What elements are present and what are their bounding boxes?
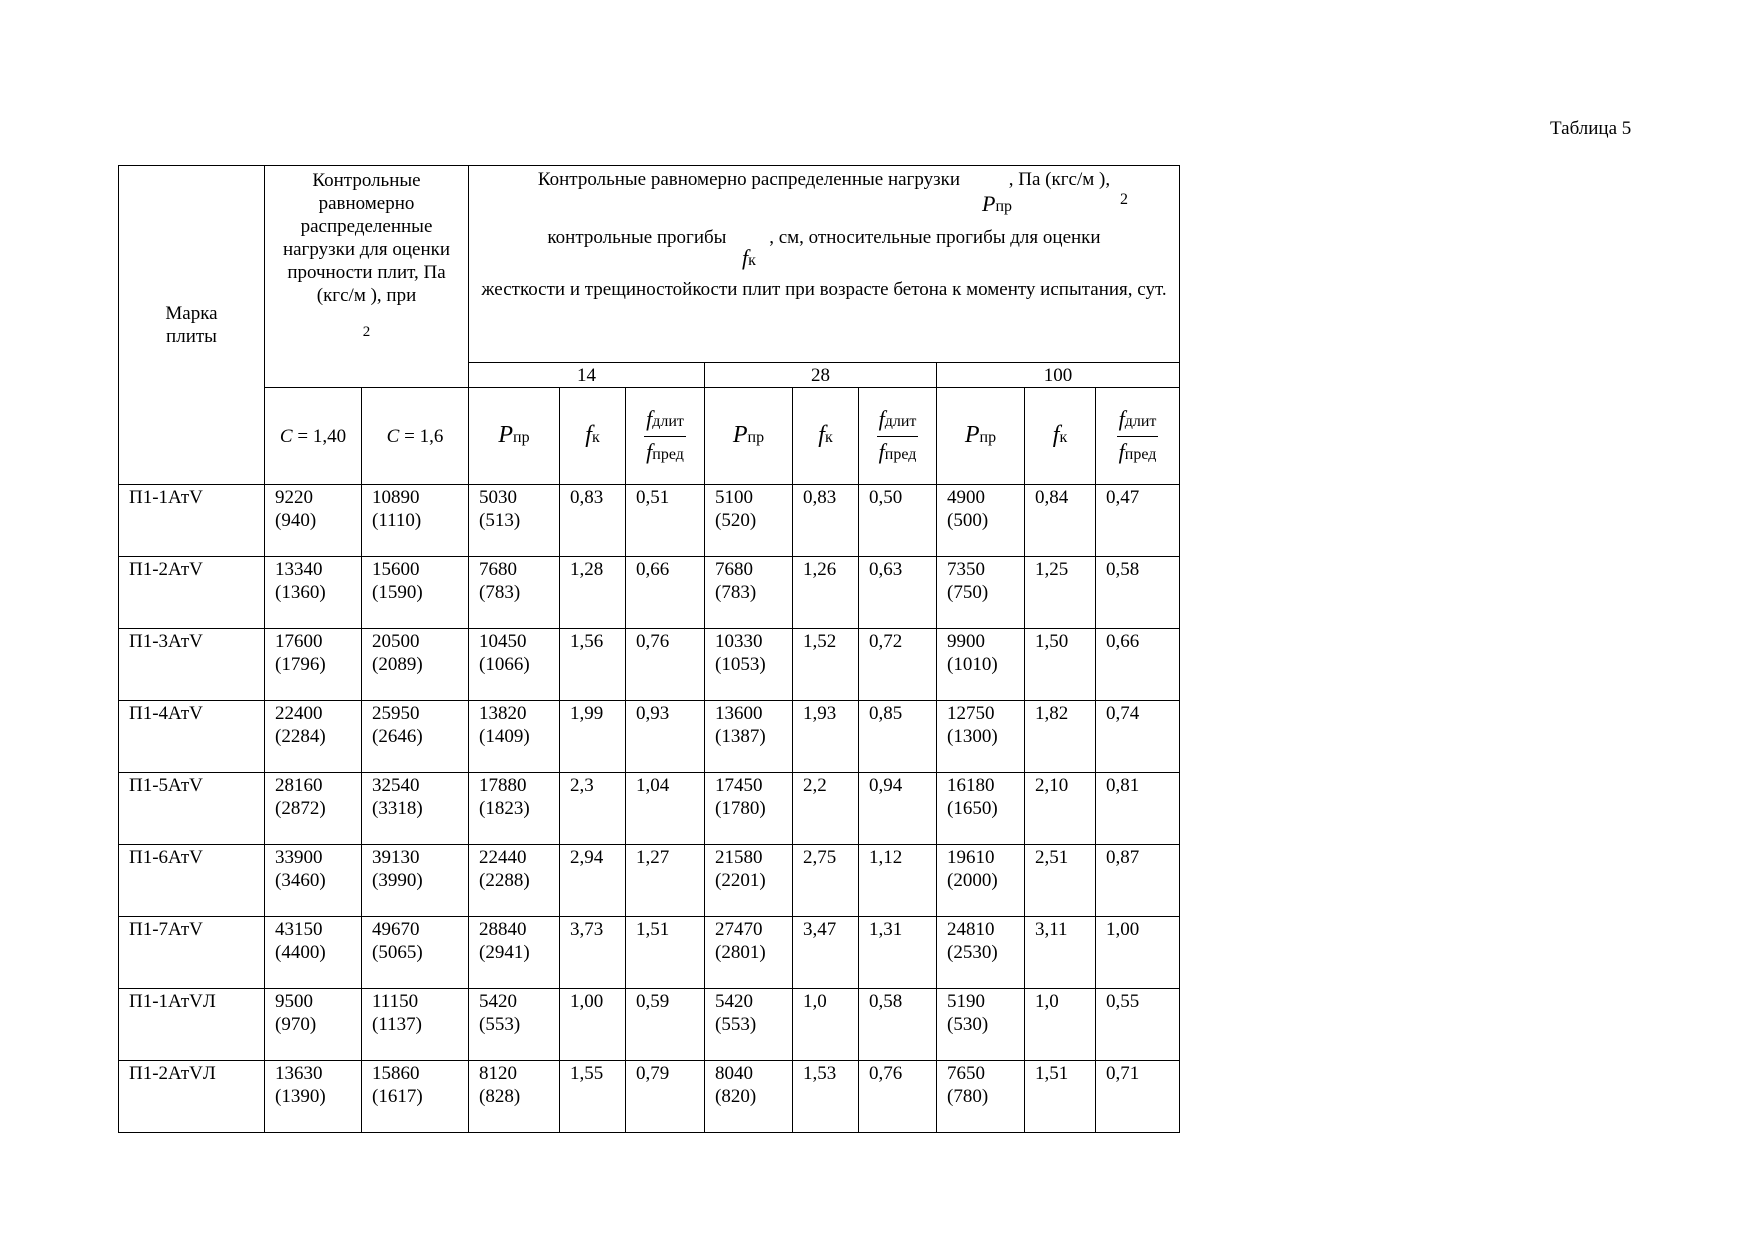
cell-p-14 (469, 1061, 560, 1133)
cell-ratio-14: 1,27 (626, 845, 705, 917)
fdl-sub: длит (1124, 412, 1157, 430)
value-kgf: (1137) (372, 1014, 422, 1035)
cell-p-28 (705, 485, 793, 557)
value-kgf: (1390) (275, 1086, 326, 1107)
value-kgf: (780) (947, 1086, 989, 1107)
cell-c16 (362, 917, 469, 989)
value-pa: 22400 (275, 703, 323, 724)
value-pa: 10890 (372, 487, 420, 508)
p-sub: пр (979, 428, 997, 446)
value-pa: 5030 (479, 487, 517, 508)
header-ratio-28 (859, 388, 937, 485)
value-kgf: (970) (275, 1014, 317, 1035)
value-pa: 33900 (275, 847, 323, 868)
header-age-100: 100 (937, 363, 1180, 388)
value-kgf: (520) (715, 510, 757, 531)
value-kgf: (2089) (372, 654, 423, 675)
ratio-fraction (644, 407, 686, 466)
header-age-28: 28 (705, 363, 937, 388)
value-pa: 7680 (715, 559, 753, 580)
cell-fk-14: 2,3 (560, 773, 626, 845)
value-pa: 7680 (479, 559, 517, 580)
cell-p-28 (705, 989, 793, 1061)
cell-ratio-100: 0,55 (1096, 989, 1180, 1061)
value-pa: 8120 (479, 1063, 517, 1084)
cell-c16 (362, 629, 469, 701)
header-loads-line3: жесткости и трещиностойкости плит при возрасте бетона к моменту испытания, сут. (481, 279, 1167, 300)
p-letter: P (732, 421, 748, 448)
fdl-letter: f (646, 405, 653, 431)
cell-ratio-14: 0,76 (626, 629, 705, 701)
table-row (119, 701, 1180, 773)
header-f-sub: к (748, 252, 756, 269)
fk-letter: f (1052, 421, 1060, 448)
p-sub: пр (747, 428, 765, 446)
cell-fk-14: 1,00 (560, 989, 626, 1061)
value-pa: 39130 (372, 847, 420, 868)
fpred-letter: f (1118, 438, 1125, 464)
value-kgf: (2801) (715, 942, 766, 963)
value-pa: 43150 (275, 919, 323, 940)
value-kgf: (4400) (275, 942, 326, 963)
value-kgf: (3318) (372, 798, 423, 819)
value-kgf: (3990) (372, 870, 423, 891)
value-kgf: (530) (947, 1014, 989, 1035)
value-pa: 32540 (372, 775, 420, 796)
cell-c16 (362, 989, 469, 1061)
value-pa: 4900 (947, 487, 985, 508)
fpred-letter: f (646, 438, 653, 464)
value-pa: 7650 (947, 1063, 985, 1084)
cell-p-100 (937, 845, 1025, 917)
cell-p-28 (705, 557, 793, 629)
cell-ratio-100: 0,71 (1096, 1061, 1180, 1133)
value-pa: 21580 (715, 847, 763, 868)
fpred-sub: пред (884, 445, 917, 463)
header-strength-sup: 2 (362, 324, 371, 340)
header-p-symbol (982, 192, 1012, 218)
fdl-sub: длит (652, 412, 684, 430)
table-caption: Таблица 5 (1550, 118, 1632, 139)
cell-mark: П1-7АтV (119, 917, 265, 989)
value-pa: 13820 (479, 703, 527, 724)
cell-fk-14: 3,73 (560, 917, 626, 989)
header-ratio-100 (1096, 388, 1180, 485)
header-strength (265, 166, 469, 388)
value-kgf: (1053) (715, 654, 766, 675)
cell-fk-100: 1,0 (1025, 989, 1096, 1061)
value-pa: 22440 (479, 847, 527, 868)
header-p-28 (705, 388, 793, 485)
value-kgf: (553) (715, 1014, 757, 1035)
cell-ratio-14: 0,59 (626, 989, 705, 1061)
cell-ratio-100: 0,58 (1096, 557, 1180, 629)
value-kgf: (783) (715, 582, 757, 603)
value-kgf: (2284) (275, 726, 326, 747)
value-pa: 10330 (715, 631, 763, 652)
cell-ratio-14: 1,51 (626, 917, 705, 989)
table-body (119, 485, 1180, 1133)
cell-c140 (265, 1061, 362, 1133)
cell-fk-28: 2,2 (793, 773, 859, 845)
table-row (119, 989, 1180, 1061)
value-pa: 9900 (947, 631, 985, 652)
cell-p-100 (937, 773, 1025, 845)
header-loads (469, 166, 1180, 363)
value-kgf: (2530) (947, 942, 998, 963)
value-pa: 9220 (275, 487, 313, 508)
cell-fk-28: 1,0 (793, 989, 859, 1061)
cell-ratio-14: 1,04 (626, 773, 705, 845)
cell-p-14 (469, 629, 560, 701)
value-kgf: (2872) (275, 798, 326, 819)
value-kgf: (2288) (479, 870, 530, 891)
value-kgf: (940) (275, 510, 317, 531)
cell-ratio-28: 0,85 (859, 701, 937, 773)
value-kgf: (5065) (372, 942, 423, 963)
value-kgf: (1409) (479, 726, 530, 747)
value-kgf: (820) (715, 1086, 757, 1107)
cell-fk-28: 0,83 (793, 485, 859, 557)
cell-fk-14: 2,94 (560, 845, 626, 917)
table-row (119, 557, 1180, 629)
fpred-sub: пред (652, 445, 684, 463)
cell-fk-14: 1,55 (560, 1061, 626, 1133)
header-ratio-14 (626, 388, 705, 485)
cell-c16 (362, 845, 469, 917)
cell-c140 (265, 773, 362, 845)
header-fk-100 (1025, 388, 1096, 485)
p-letter: P (498, 421, 514, 448)
cell-p-28 (705, 845, 793, 917)
cell-p-100 (937, 917, 1025, 989)
cell-fk-14: 1,99 (560, 701, 626, 773)
cell-ratio-28: 0,76 (859, 1061, 937, 1133)
cell-ratio-28: 0,72 (859, 629, 937, 701)
header-p-100 (937, 388, 1025, 485)
fk-letter: f (818, 421, 825, 448)
cell-ratio-100: 0,81 (1096, 773, 1180, 845)
table-row (119, 1061, 1180, 1133)
value-pa: 24810 (947, 919, 995, 940)
cell-p-14 (469, 773, 560, 845)
value-kgf: (1360) (275, 582, 326, 603)
ratio-fraction (1117, 407, 1159, 466)
value-kgf: (1590) (372, 582, 423, 603)
value-kgf: (1110) (372, 510, 422, 531)
cell-p-28 (705, 701, 793, 773)
header-f-letter: f (742, 245, 749, 270)
cell-p-100 (937, 701, 1025, 773)
value-kgf: (1796) (275, 654, 326, 675)
table-row (119, 917, 1180, 989)
cell-p-100 (937, 1061, 1025, 1133)
cell-c16 (362, 557, 469, 629)
cell-p-100 (937, 485, 1025, 557)
cell-p-14 (469, 989, 560, 1061)
value-kgf: (1823) (479, 798, 530, 819)
value-pa: 20500 (372, 631, 420, 652)
cell-fk-100: 1,82 (1025, 701, 1096, 773)
value-pa: 13340 (275, 559, 323, 580)
value-pa: 11150 (372, 991, 419, 1012)
value-pa: 17450 (715, 775, 763, 796)
header-c140-symbol: C (279, 425, 293, 447)
value-kgf: (1387) (715, 726, 766, 747)
fk-sub: к (1059, 428, 1068, 446)
cell-p-28 (705, 629, 793, 701)
header-loads-line1: Контрольные равномерно распределенные нагрузки (537, 169, 960, 190)
cell-p-14 (469, 917, 560, 989)
cell-ratio-14: 0,51 (626, 485, 705, 557)
cell-p-28 (705, 1061, 793, 1133)
cell-fk-28: 1,93 (793, 701, 859, 773)
cell-fk-28: 1,26 (793, 557, 859, 629)
value-kgf: (3460) (275, 870, 326, 891)
header-c16-value: = 1,6 (404, 425, 444, 447)
value-pa: 49670 (372, 919, 420, 940)
cell-p-28 (705, 773, 793, 845)
value-pa: 15600 (372, 559, 420, 580)
cell-fk-100: 1,25 (1025, 557, 1096, 629)
cell-c16 (362, 1061, 469, 1133)
fk-letter: f (585, 421, 592, 448)
value-pa: 17600 (275, 631, 323, 652)
value-kgf: (513) (479, 510, 521, 531)
value-pa: 10450 (479, 631, 527, 652)
value-kgf: (2000) (947, 870, 998, 891)
cell-ratio-14: 0,79 (626, 1061, 705, 1133)
cell-p-14 (469, 845, 560, 917)
value-pa: 5190 (947, 991, 985, 1012)
value-pa: 13600 (715, 703, 763, 724)
value-pa: 25950 (372, 703, 420, 724)
cell-mark: П1-2АтVЛ (119, 1061, 265, 1133)
cell-fk-14: 0,83 (560, 485, 626, 557)
header-loads-line1b: , Па (кгс/м ), (1008, 169, 1111, 190)
value-pa: 28840 (479, 919, 527, 940)
cell-fk-28: 3,47 (793, 917, 859, 989)
header-loads-line2a: контрольные прогибы (547, 227, 727, 248)
value-kgf: (750) (947, 582, 989, 603)
cell-p-14 (469, 557, 560, 629)
table-row (119, 629, 1180, 701)
cell-fk-14: 1,56 (560, 629, 626, 701)
cell-ratio-28: 0,94 (859, 773, 937, 845)
cell-c16 (362, 773, 469, 845)
value-pa: 12750 (947, 703, 995, 724)
header-mark-label: Марка плиты (165, 303, 218, 347)
header-c140-value: = 1,40 (297, 425, 347, 447)
cell-mark: П1-3АтV (119, 629, 265, 701)
value-pa: 9500 (275, 991, 313, 1012)
header-p-14 (469, 388, 560, 485)
value-kgf: (1066) (479, 654, 530, 675)
value-kgf: (500) (947, 510, 989, 531)
value-pa: 5100 (715, 487, 753, 508)
value-kgf: (1650) (947, 798, 998, 819)
cell-c140 (265, 917, 362, 989)
header-age-14: 14 (469, 363, 705, 388)
header-c16 (362, 388, 469, 485)
header-f-symbol (742, 246, 756, 272)
value-kgf: (1780) (715, 798, 766, 819)
cell-fk-100: 1,50 (1025, 629, 1096, 701)
value-kgf: (2941) (479, 942, 530, 963)
cell-fk-14: 1,28 (560, 557, 626, 629)
cell-fk-28: 1,53 (793, 1061, 859, 1133)
value-pa: 5420 (479, 991, 517, 1012)
fdl-letter: f (1118, 405, 1125, 431)
cell-fk-100: 1,51 (1025, 1061, 1096, 1133)
ratio-fraction (877, 407, 919, 466)
cell-mark: П1-4АтV (119, 701, 265, 773)
cell-ratio-100: 0,66 (1096, 629, 1180, 701)
value-kgf: (828) (479, 1086, 521, 1107)
cell-p-14 (469, 701, 560, 773)
cell-fk-28: 1,52 (793, 629, 859, 701)
value-kgf: (2201) (715, 870, 766, 891)
cell-ratio-28: 0,58 (859, 989, 937, 1061)
cell-mark: П1-1АтVЛ (119, 989, 265, 1061)
cell-ratio-100: 1,00 (1096, 917, 1180, 989)
cell-c140 (265, 701, 362, 773)
header-c140 (265, 388, 362, 485)
cell-ratio-100: 0,74 (1096, 701, 1180, 773)
value-kgf: (553) (479, 1014, 521, 1035)
p-letter: P (964, 421, 980, 448)
cell-mark: П1-2АтV (119, 557, 265, 629)
value-kgf: (2646) (372, 726, 423, 747)
fpred-sub: пред (1124, 445, 1157, 463)
cell-p-100 (937, 989, 1025, 1061)
fk-sub: к (591, 428, 600, 446)
cell-c140 (265, 845, 362, 917)
cell-p-28 (705, 917, 793, 989)
header-p-letter: P (982, 191, 996, 216)
table-row (119, 845, 1180, 917)
cell-p-100 (937, 629, 1025, 701)
value-pa: 8040 (715, 1063, 753, 1084)
header-loads-sup: 2 (1120, 191, 1128, 208)
fk-sub: к (824, 428, 833, 446)
cell-c140 (265, 629, 362, 701)
header-row-1 (119, 166, 1180, 363)
value-pa: 28160 (275, 775, 323, 796)
value-pa: 5420 (715, 991, 753, 1012)
fpred-letter: f (878, 438, 885, 464)
value-kgf: (783) (479, 582, 521, 603)
table-row (119, 773, 1180, 845)
cell-fk-28: 2,75 (793, 845, 859, 917)
cell-fk-100: 0,84 (1025, 485, 1096, 557)
header-fk-28 (793, 388, 859, 485)
cell-ratio-28: 0,63 (859, 557, 937, 629)
fdl-letter: f (878, 405, 885, 431)
value-kgf: (1010) (947, 654, 998, 675)
cell-ratio-100: 0,87 (1096, 845, 1180, 917)
value-kgf: (1300) (947, 726, 998, 747)
cell-p-100 (937, 557, 1025, 629)
table-row (119, 485, 1180, 557)
cell-c140 (265, 557, 362, 629)
header-p-sub: пр (995, 198, 1013, 215)
cell-ratio-28: 0,50 (859, 485, 937, 557)
cell-mark: П1-6АтV (119, 845, 265, 917)
cell-fk-100: 2,10 (1025, 773, 1096, 845)
header-c16-symbol: C (386, 425, 400, 447)
header-mark (119, 166, 265, 485)
cell-mark: П1-5АтV (119, 773, 265, 845)
data-table (118, 165, 1180, 1133)
cell-fk-100: 3,11 (1025, 917, 1096, 989)
value-pa: 27470 (715, 919, 763, 940)
header-strength-label: Контрольные равномерно распределенные нагрузки для оценки прочности плит, Па (кгс/м ), при (282, 170, 451, 306)
cell-ratio-14: 0,93 (626, 701, 705, 773)
cell-c16 (362, 701, 469, 773)
fdl-sub: длит (884, 412, 917, 430)
value-pa: 7350 (947, 559, 985, 580)
value-kgf: (1617) (372, 1086, 423, 1107)
cell-mark: П1-1АтV (119, 485, 265, 557)
p-sub: пр (513, 428, 530, 446)
cell-ratio-14: 0,66 (626, 557, 705, 629)
cell-p-14 (469, 485, 560, 557)
cell-fk-100: 2,51 (1025, 845, 1096, 917)
cell-ratio-100: 0,47 (1096, 485, 1180, 557)
cell-c140 (265, 485, 362, 557)
cell-c16 (362, 485, 469, 557)
cell-c140 (265, 989, 362, 1061)
header-fk-14 (560, 388, 626, 485)
cell-ratio-28: 1,12 (859, 845, 937, 917)
value-pa: 15860 (372, 1063, 420, 1084)
value-pa: 17880 (479, 775, 527, 796)
header-row-3 (119, 388, 1180, 485)
value-pa: 16180 (947, 775, 995, 796)
cell-ratio-28: 1,31 (859, 917, 937, 989)
header-loads-line2b: , см, относительные прогибы для оценки (769, 227, 1101, 248)
value-pa: 19610 (947, 847, 995, 868)
value-pa: 13630 (275, 1063, 323, 1084)
